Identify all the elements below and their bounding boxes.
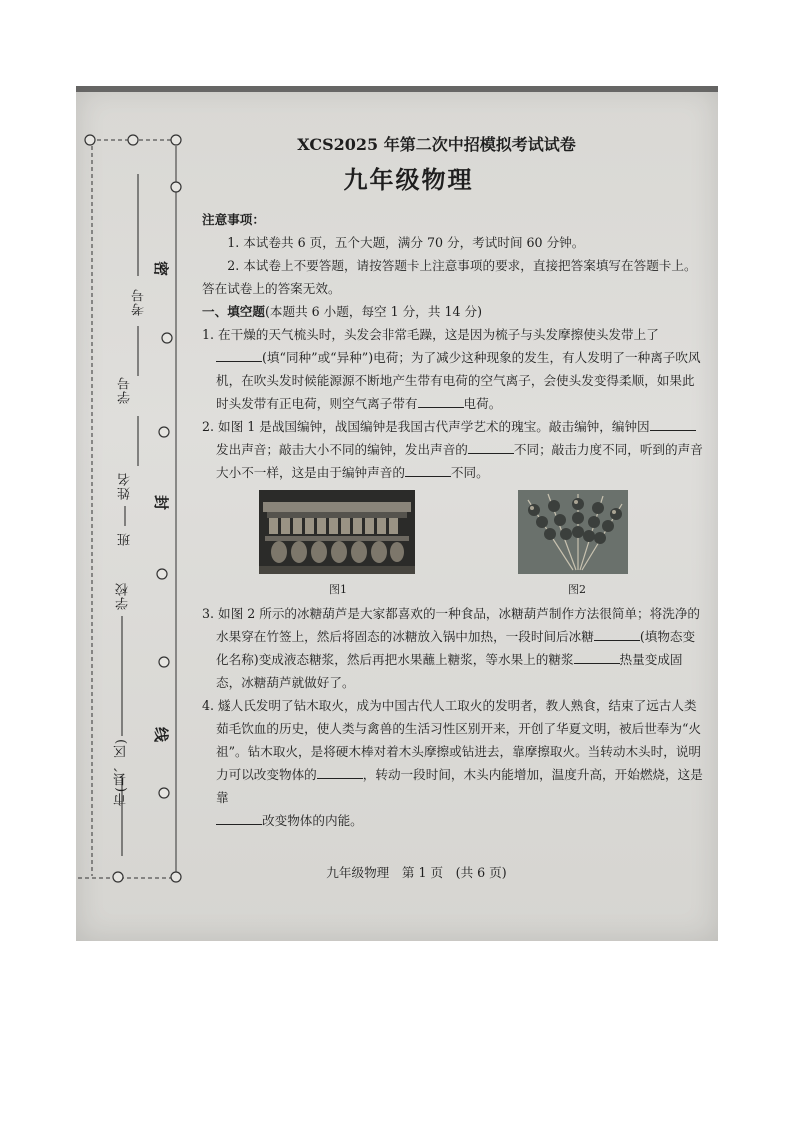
q2-text-a: 2. 如图 1 是战国编钟，战国编钟是我国古代声学艺术的瑰宝。敲击编钟，编钟因 <box>202 419 650 434</box>
q4-blank-1 <box>317 766 363 779</box>
q2-text-c: 不同；敲击力度不同，听到的声音大小不一样，这是由于编钟声音的 <box>216 442 703 480</box>
figure-row <box>202 490 704 598</box>
q3-blank-1 <box>594 628 640 641</box>
section-1-heading <box>202 300 704 323</box>
figure-2-tanghulu-image <box>518 490 628 574</box>
notice-heading: 注意事项： <box>202 212 265 227</box>
section-1-title: 一、填空题 <box>202 304 265 319</box>
figure-2-caption: 图2 <box>568 583 586 596</box>
q3-text-c: 热量变成固态，冰糖葫芦就做好了。 <box>216 652 683 690</box>
seal-char-xian: 线 <box>152 726 171 743</box>
seal-char-feng: 封 <box>152 494 171 511</box>
binding-label-exam-number: 考号 <box>132 288 147 316</box>
question-3 <box>202 602 704 694</box>
page-footer: 九年级物理 第 1 页 (共 6 页) <box>326 865 507 880</box>
notice-item-1: 1. 本试卷共 6 页，五个大题，满分 70 分，考试时间 60 分钟。 <box>227 235 585 250</box>
binding-label-student-id: 学号 <box>118 376 133 404</box>
q1-blank-1 <box>216 349 262 362</box>
q1-blank-2 <box>418 395 464 408</box>
question-2 <box>202 415 704 484</box>
q4-blank-2 <box>216 812 262 825</box>
q3-text-a: 3. 如图 2 所示的冰糖葫芦是大家都喜欢的一种食品，冰糖葫芦制作方法很简单；将洗净的水果穿在竹签上，然后将固态的冰糖放入锅中加热，一段时间后冰糖 <box>202 606 701 644</box>
binding-label-name: 姓名 <box>118 472 133 500</box>
exam-title: XCS2025 年第二次中招模拟考试试卷 <box>297 135 576 154</box>
binding-label-school: 学校 <box>116 582 131 610</box>
q2-text-b: 发出声音；敲击大小不同的编钟，发出声音的 <box>216 442 468 457</box>
q4-text-c: 改变物体的内能。 <box>262 813 363 828</box>
figure-1-bianzhong-image <box>259 490 415 574</box>
q1-text-a: 1. 在干燥的天气梳头时，头发会非常毛躁，这是因为梳子与头发摩擦使头发带上了 <box>202 327 659 342</box>
question-4 <box>202 694 704 832</box>
exam-content <box>202 208 704 832</box>
q2-blank-2 <box>468 441 514 454</box>
q3-text-b: (填物态变化名称)变成液态糖浆，然后再把水果蘸上糖浆，等水果上的糖浆 <box>216 629 696 667</box>
binding-label-class: 班 <box>118 532 133 546</box>
notice-item-2: 2. 本试卷上不要答题，请按答题卡上注意事项的要求，直接把答案填写在答题卡上。答在试卷上的答案无效。 <box>202 258 697 296</box>
subject-title: 九年级物理 <box>343 165 474 194</box>
seal-char-mi: 密 <box>152 260 171 277</box>
q1-text-c: 电荷。 <box>463 396 502 411</box>
question-1 <box>202 323 704 415</box>
q1-text-b: (填“同种”或“异种”)电荷；为了减少这种现象的发生，有人发明了一种离子吹风机，在吹头发时候能源源不断地产生带有电荷的空气离子，会使头发变得柔顺，如果此时头发带有正电荷，则空气离子带有 <box>216 350 701 411</box>
binding-label-city: 市(县、区) <box>114 738 129 807</box>
q4-text-b: ，转动一段时间，木头内能增加，温度升高，开始燃烧，这是靠 <box>216 767 703 805</box>
section-1-note: (本题共 6 小题，每空 1 分，共 14 分) <box>264 304 482 319</box>
q3-blank-2 <box>574 651 620 664</box>
figure-1-caption: 图1 <box>329 583 347 596</box>
q4-text-a: 4. 燧人氏发明了钻木取火，成为中国古代人工取火的发明者，教人熟食，结束了远古人类茹毛饮血的历史，使人类与禽兽的生活习性区别开来，开创了华夏文明，被后世奉为“火祖”。钻木取火，是将硬木棒对着木头摩擦或钻进去，靠摩擦取火。当转动木头时，说明力可以改变物体的 <box>202 698 702 782</box>
q2-text-d: 不同。 <box>450 465 489 480</box>
q2-blank-3 <box>405 464 451 477</box>
q2-blank-1 <box>650 418 696 431</box>
